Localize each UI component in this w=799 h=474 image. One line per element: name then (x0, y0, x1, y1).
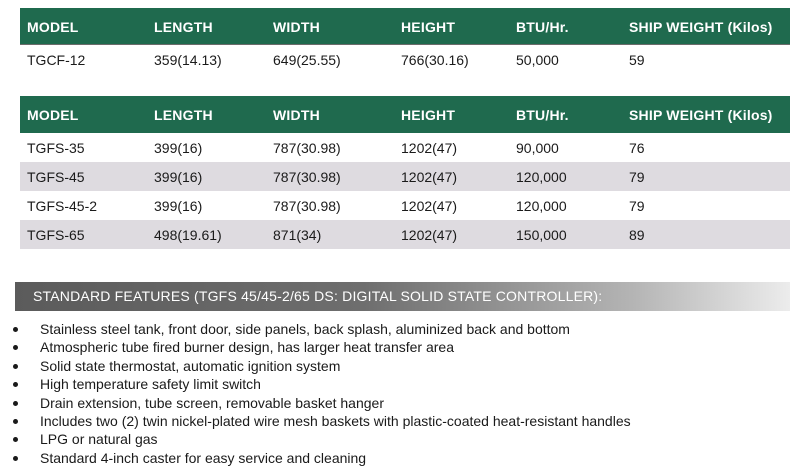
list-item (0, 357, 631, 375)
header-btu: BTU/Hr. (509, 8, 622, 45)
bullet-icon (13, 364, 18, 369)
feature-text: Includes two (2) twin nickel-plated wire mesh baskets with plastic-coated heat-resistant handles (40, 413, 631, 430)
header-ship-weight: SHIP WEIGHT (Kilos) (622, 8, 790, 45)
list-item (0, 394, 631, 412)
feature-text: High temperature safety limit switch (40, 376, 261, 393)
cell-ship-weight: 79 (629, 197, 645, 214)
table-row (20, 133, 790, 162)
header-model: MODEL (20, 96, 147, 133)
list-item (0, 320, 631, 338)
cell-btu: 150,000 (509, 220, 622, 249)
cell-btu: 90,000 (516, 139, 559, 156)
header-length: LENGTH (147, 8, 266, 45)
cell-model: TGCF-12 (27, 51, 86, 68)
cell-ship-weight: 76 (629, 139, 645, 156)
bullet-icon (13, 327, 18, 332)
cell-btu: 50,000 (516, 51, 559, 68)
list-item (0, 375, 631, 393)
cell-btu: 120,000 (509, 162, 622, 191)
spec-table-tgcf (20, 8, 790, 74)
cell-model: TGFS-45-2 (27, 197, 98, 214)
cell-height: 1202(47) (401, 197, 458, 214)
cell-length: 498(19.61) (147, 220, 266, 249)
header-length: LENGTH (147, 96, 266, 133)
header-ship-weight: SHIP WEIGHT (Kilos) (622, 96, 790, 133)
feature-text: Standard 4-inch caster for easy service and cleaning (40, 449, 367, 466)
table-row (20, 162, 790, 191)
cell-length: 399(16) (154, 139, 203, 156)
cell-width: 787(30.98) (266, 162, 394, 191)
cell-width: 787(30.98) (273, 139, 341, 156)
header-width: WIDTH (266, 96, 394, 133)
cell-height: 766(30.16) (401, 51, 469, 68)
bullet-icon (13, 345, 18, 350)
table-row (20, 191, 790, 220)
cell-length: 399(16) (147, 162, 266, 191)
table-header-row (20, 8, 790, 45)
bullet-icon (13, 419, 18, 424)
cell-btu: 120,000 (516, 197, 567, 214)
cell-model: TGFS-65 (20, 220, 147, 249)
feature-text: Drain extension, tube screen, removable basket hanger (40, 394, 384, 411)
bullet-icon (13, 401, 18, 406)
feature-text: Solid state thermostat, automatic ignition system (40, 357, 341, 374)
list-item (0, 412, 631, 430)
table-row (20, 45, 790, 74)
features-list (0, 320, 631, 467)
cell-model: TGFS-45 (20, 162, 147, 191)
cell-height: 1202(47) (394, 220, 509, 249)
spec-table-tgfs (20, 96, 790, 249)
list-item (0, 449, 631, 467)
feature-text: Atmospheric tube fired burner design, has larger heat transfer area (40, 339, 455, 356)
list-item (0, 430, 631, 448)
cell-height: 1202(47) (394, 162, 509, 191)
cell-width: 787(30.98) (273, 197, 341, 214)
header-width: WIDTH (266, 8, 394, 45)
cell-model: TGFS-35 (27, 139, 85, 156)
header-btu: BTU/Hr. (509, 96, 622, 133)
cell-width: 649(25.55) (273, 51, 341, 68)
table-row (20, 220, 790, 249)
cell-ship-weight: 79 (622, 162, 790, 191)
standard-features-heading: STANDARD FEATURES (TGFS 45/45-2/65 DS: DIGITAL SOLID STATE CONTROLLER): (15, 282, 790, 311)
bullet-icon (13, 437, 18, 442)
cell-length: 399(16) (154, 197, 203, 214)
feature-text: LPG or natural gas (40, 431, 158, 448)
table-divider (20, 44, 790, 45)
cell-width: 871(34) (266, 220, 394, 249)
cell-length: 359(14.13) (154, 51, 222, 68)
cell-height: 1202(47) (401, 139, 458, 156)
header-height: HEIGHT (394, 8, 509, 45)
table-header-row (20, 96, 790, 133)
bullet-icon (13, 456, 18, 461)
feature-text: Stainless steel tank, front door, side panels, back splash, aluminized back and bottom (40, 321, 570, 337)
bullet-icon (13, 382, 18, 387)
list-item (0, 338, 631, 356)
header-model: MODEL (20, 8, 147, 45)
cell-ship-weight: 59 (629, 51, 645, 68)
header-height: HEIGHT (394, 96, 509, 133)
cell-ship-weight: 89 (622, 220, 790, 249)
